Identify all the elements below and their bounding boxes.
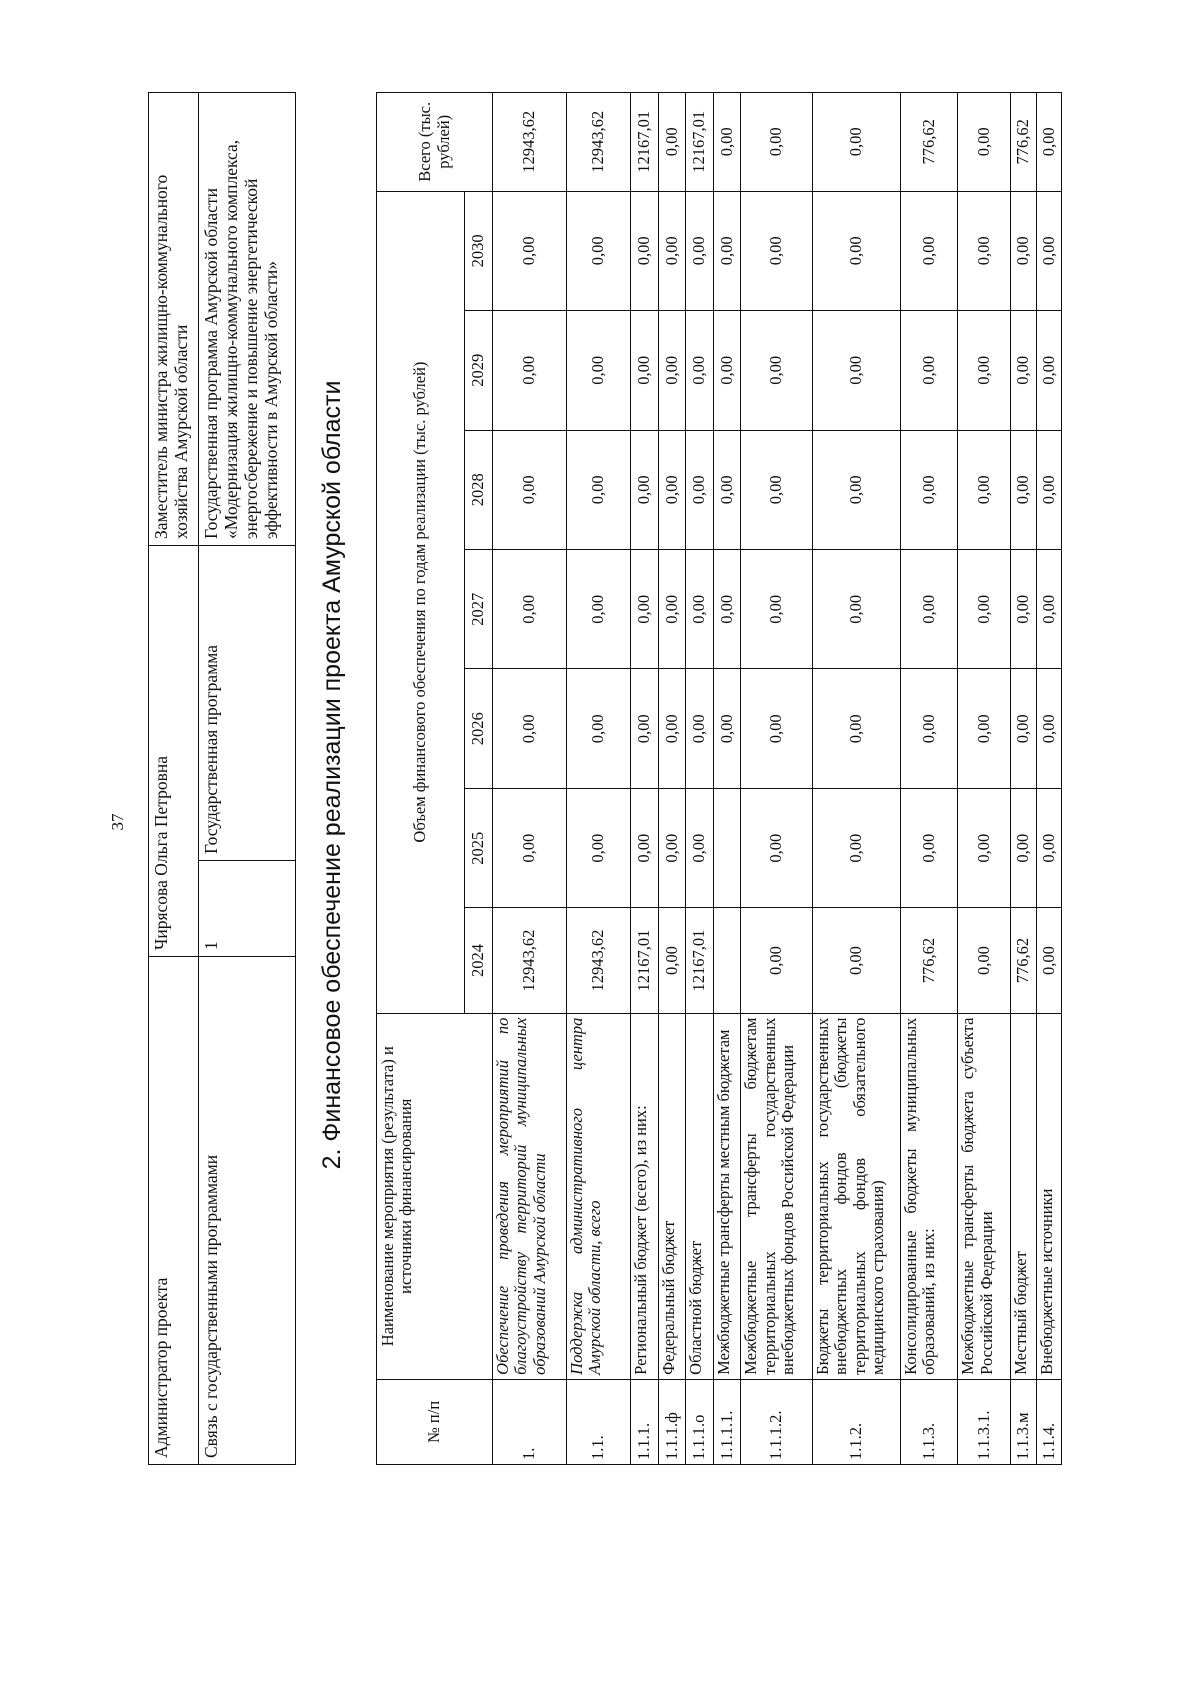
row-value-2026: 0,00 [900,669,957,788]
row-value-2026: 0,00 [566,669,630,788]
row-code: 1.1.1.ф [658,1379,686,1464]
row-value-2029: 0,00 [1011,311,1036,430]
row-value-2027: 0,00 [630,550,658,669]
row-value-2025: 0,00 [741,788,812,907]
table-row [658,93,686,1465]
row-code: 1.1.3.1. [958,1379,1011,1464]
row-value-2024 [713,908,741,1013]
row-value-2025 [713,788,741,907]
row-value-2029: 0,00 [493,311,567,430]
row-value-2029: 0,00 [741,311,812,430]
fin-header-row-1 [377,93,465,1465]
row-value-2025: 0,00 [1011,788,1036,907]
row-value-2025: 0,00 [686,788,714,907]
row-code: 1.1.1. [630,1379,658,1464]
row-value-2028: 0,00 [741,430,812,549]
row-name: Поддержка административного центра Амурской области, всего [566,1013,630,1379]
row-value-2026: 0,00 [630,669,658,788]
row-total: 12167,01 [686,93,714,192]
row-value-2024: 0,00 [1036,908,1061,1013]
row-value-2025: 0,00 [630,788,658,907]
row-code: 1.1.3. [900,1379,957,1464]
row-value-2026: 0,00 [713,669,741,788]
financial-table [376,92,1062,1465]
row-value-2028: 0,00 [713,430,741,549]
row-total: 12943,62 [566,93,630,192]
row-value-2029: 0,00 [900,311,957,430]
row-value-2026: 0,00 [658,669,686,788]
project-info-table [148,92,296,1465]
programs-label: Связь с государственными программами [199,957,296,1465]
col-total-header: Всего (тыс. рублей) [377,93,493,192]
row-name: Региональный бюджет (всего), из них: [630,1013,658,1379]
table-row [630,93,658,1465]
table-row [1036,93,1061,1465]
row-code: 1. [493,1379,567,1464]
row-value-2028: 0,00 [1036,430,1061,549]
row-total: 776,62 [1011,93,1036,192]
row-name: Консолидированные бюджеты муниципальных образований, из них: [900,1013,957,1379]
table-row [686,93,714,1465]
table-row [493,93,567,1465]
year-header-2029: 2029 [465,311,493,430]
row-value-2026: 0,00 [1011,669,1036,788]
row-value-2028: 0,00 [812,430,900,549]
row-value-2030: 0,00 [900,191,957,310]
row-code: 1.1.2. [812,1379,900,1464]
section-title: 2. Финансовое обеспечение реализации проекта Амурской области [318,380,346,1170]
row-name: Межбюджетные трансферты бюджетам территориальных государственных внебюджетных фондов Российской Федерации [741,1013,812,1379]
row-value-2028: 0,00 [658,430,686,549]
row-total: 0,00 [741,93,812,192]
row-value-2027: 0,00 [1011,550,1036,669]
row-value-2024: 12943,62 [566,908,630,1013]
row-value-2030: 0,00 [566,191,630,310]
row-name: Федеральный бюджет [658,1013,686,1379]
row-value-2025: 0,00 [958,788,1011,907]
row-total: 0,00 [812,93,900,192]
row-value-2028: 0,00 [958,430,1011,549]
row-value-2027: 0,00 [1036,550,1061,669]
table-row [958,93,1011,1465]
row-value-2028: 0,00 [566,430,630,549]
row-value-2026: 0,00 [958,669,1011,788]
row-value-2026: 0,00 [1036,669,1061,788]
row-code: 1.1.1.1. [713,1379,741,1464]
table-row [741,93,812,1465]
row-total: 12943,62 [493,93,567,192]
program-type: Государственная программа [199,546,296,861]
row-value-2024: 776,62 [900,908,957,1013]
row-value-2030: 0,00 [1036,191,1061,310]
row-value-2026: 0,00 [493,669,567,788]
row-value-2030: 0,00 [493,191,567,310]
row-code: 1.1.1.о [686,1379,714,1464]
row-total: 0,00 [958,93,1011,192]
row-name: Внебюджетные источники [1036,1013,1061,1379]
col-name-header: Наименование мероприятия (результата) и источники финансирования [377,1013,493,1379]
row-total: 0,00 [713,93,741,192]
row-total: 12167,01 [630,93,658,192]
row-value-2024: 776,62 [1011,908,1036,1013]
info-row-programs [199,93,296,1465]
row-value-2028: 0,00 [493,430,567,549]
table-row [713,93,741,1465]
row-value-2029: 0,00 [658,311,686,430]
row-value-2029: 0,00 [1036,311,1061,430]
row-value-2027: 0,00 [658,550,686,669]
row-name: Областной бюджет [686,1013,714,1379]
year-header-2025: 2025 [465,788,493,907]
col-number-header: № п/п [377,1379,493,1464]
year-header-2028: 2028 [465,430,493,549]
row-total: 776,62 [900,93,957,192]
row-value-2030: 0,00 [958,191,1011,310]
row-name: Местный бюджет [1011,1013,1036,1379]
row-value-2029: 0,00 [630,311,658,430]
table-row [566,93,630,1465]
row-code: 1.1. [566,1379,630,1464]
row-value-2024: 12167,01 [630,908,658,1013]
row-value-2027: 0,00 [686,550,714,669]
financial-table-body [493,93,1062,1465]
row-value-2025: 0,00 [812,788,900,907]
program-title: Государственная программа Амурской области «Модернизация жилищно-коммунального комплекса, энергосбережение и повышение энергетической эффективности в Амурской области» [199,93,296,546]
row-value-2030: 0,00 [812,191,900,310]
row-value-2028: 0,00 [630,430,658,549]
table-row [900,93,957,1465]
row-value-2026: 0,00 [812,669,900,788]
admin-label: Администратор проекта [149,957,199,1465]
row-value-2025: 0,00 [493,788,567,907]
row-value-2024: 12167,01 [686,908,714,1013]
row-name: Межбюджетные трансферты местным бюджетам [713,1013,741,1379]
row-value-2026: 0,00 [741,669,812,788]
year-header-2027: 2027 [465,550,493,669]
row-value-2030: 0,00 [630,191,658,310]
row-value-2029: 0,00 [686,311,714,430]
admin-name: Чирясова Ольга Петровна [149,546,199,957]
row-value-2024: 0,00 [741,908,812,1013]
row-value-2027: 0,00 [566,550,630,669]
row-value-2029: 0,00 [958,311,1011,430]
row-value-2029: 0,00 [812,311,900,430]
row-value-2030: 0,00 [686,191,714,310]
row-value-2025: 0,00 [1036,788,1061,907]
row-value-2024: 12943,62 [493,908,567,1013]
row-value-2027: 0,00 [493,550,567,669]
rotated-page-content [148,85,1068,1465]
info-row-admin [149,93,199,1465]
program-number: 1 [199,861,296,957]
row-value-2025: 0,00 [658,788,686,907]
admin-position: Заместитель министра жилищно-коммунального хозяйства Амурской области [149,93,199,546]
year-header-2024: 2024 [465,908,493,1013]
table-row [1011,93,1036,1465]
row-value-2024: 0,00 [958,908,1011,1013]
row-name: Межбюджетные трансферты бюджета субъекта Российской Федерации [958,1013,1011,1379]
row-value-2027: 0,00 [741,550,812,669]
row-value-2027: 0,00 [900,550,957,669]
table-row [812,93,900,1465]
row-total: 0,00 [658,93,686,192]
row-name: Обеспечение проведения мероприятий по благоустройству территорий муниципальных образований Амурской области [493,1013,567,1379]
row-value-2029: 0,00 [566,311,630,430]
row-value-2030: 0,00 [1011,191,1036,310]
row-code: 1.1.3.м [1011,1379,1036,1464]
row-value-2029: 0,00 [713,311,741,430]
row-value-2024: 0,00 [658,908,686,1013]
row-value-2025: 0,00 [566,788,630,907]
row-value-2026: 0,00 [686,669,714,788]
row-value-2027: 0,00 [713,550,741,669]
row-name: Бюджеты территориальных государственных внебюджетных фондов (бюджеты территориальных фондов обязательного медицинского страхования) [812,1013,900,1379]
row-value-2030: 0,00 [741,191,812,310]
row-total: 0,00 [1036,93,1061,192]
year-header-2030: 2030 [465,191,493,310]
row-code: 1.1.4. [1036,1379,1061,1464]
row-value-2025: 0,00 [900,788,957,907]
page-number: 37 [108,813,127,831]
row-value-2030: 0,00 [658,191,686,310]
year-header-2026: 2026 [465,669,493,788]
row-value-2027: 0,00 [812,550,900,669]
row-value-2030: 0,00 [713,191,741,310]
row-code: 1.1.1.2. [741,1379,812,1464]
row-value-2024: 0,00 [812,908,900,1013]
row-value-2028: 0,00 [686,430,714,549]
row-value-2028: 0,00 [900,430,957,549]
col-years-group-header: Объем финансового обеспечения по годам реализации (тыс. рублей) [377,191,465,1013]
row-value-2027: 0,00 [958,550,1011,669]
row-value-2028: 0,00 [1011,430,1036,549]
